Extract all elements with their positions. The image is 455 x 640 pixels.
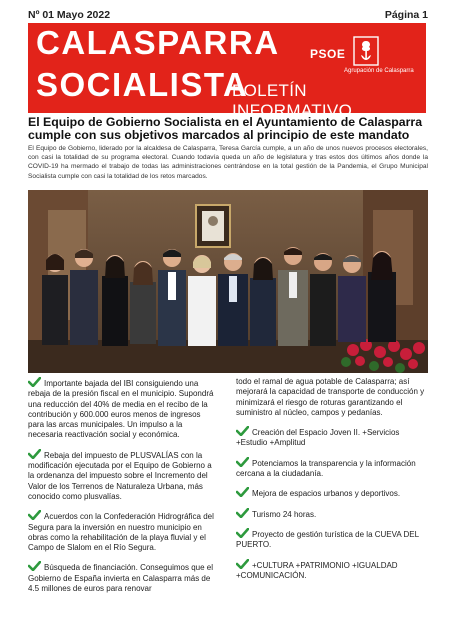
article-intro: El Equipo de Gobierno, liderado por la alcaldesa de Calasparra, Teresa García cumple, a un año de unos nuevos procesos electorales, con casi la totalidad de su programa electoral. Cuando todavía queda un año de legislatura y tras estos dos últimos años donde la COVID-19 ha mermado el trabajo de todas las administraciones centrándose en la total gestión de la Pandemia, el Grupo Municipal Socialista cumple con casi la totalidad de los retos marcados. (28, 145, 428, 180)
check-icon (28, 510, 41, 520)
achievement-item (236, 508, 426, 520)
achievement-item (236, 559, 426, 582)
achievement-item (28, 561, 218, 594)
achievement-text: Acuerdos con la Confederación Hidrográfica del Segura para la inversión en nuestro municipio en obras como la rehabilitación de la playa fluvial y el Campo de Slalom en el Río Segura. (28, 512, 214, 553)
group-photo (28, 190, 428, 373)
achievement-item (28, 449, 218, 502)
achievement-item (236, 457, 426, 480)
issue-date: Nº 01 Mayo 2022 (28, 9, 111, 21)
achievement-text: Proyecto de gestión turística de la CUEVA DEL PUERTO. (236, 529, 419, 550)
check-icon (236, 487, 249, 497)
check-icon (28, 449, 41, 459)
achievement-text: Búsqueda de financiación. Conseguimos que el Gobierno de España invierta en Calasparra más de 4.5 millones de euros para renovar (28, 563, 214, 594)
achievement-text: Importante bajada del IBI consiguiendo una rebaja de la presión fiscal en el municipio. Supondrá una reducción del 40% de media en el recibo de la contribución y 600.000 euros menos de ingresos para las arcas municipales. Un impulso a la necesaria reactivación social y económica. (28, 379, 214, 440)
achievement-item (28, 377, 218, 441)
top-bar (0, 0, 455, 22)
check-icon (28, 377, 41, 387)
page-number: Página 1 (384, 9, 428, 21)
achievement-text: Rebaja del impuesto de PLUSVALÍAS con la modificación ejecutada por el Equipo de Gobierno a la ordenanza del impuesto sobre el Incremento del Valor de los Terrenos de Naturaleza Urbana, más conocido como plusvalías. (28, 450, 212, 501)
check-icon (236, 559, 249, 569)
achievements-left-column (28, 377, 218, 602)
achievement-item (28, 510, 218, 553)
achievement-item (236, 487, 426, 499)
achievement-item (236, 528, 426, 551)
check-icon (236, 508, 249, 518)
achievement-text: +CULTURA +PATRIMONIO +IGUALDAD +COMUNICACIÓN. (236, 560, 398, 580)
achievements-right-column (236, 377, 426, 589)
psoe-logo (306, 33, 416, 79)
continuation-text: todo el ramal de agua potable de Calasparra; así mejorará la capacidad de transporte de conducción y minimizará el riesgo de roturas garantizando el suministro al núcleo, campos y pedanías. (236, 377, 425, 417)
psoe-logo-text: PSOE (310, 47, 346, 61)
check-icon (28, 561, 41, 571)
group-photo-illustration (28, 190, 428, 373)
rose-fist-icon (353, 36, 379, 66)
masthead-subtitle: BOLETÍN INFORMATIVO (232, 81, 353, 120)
psoe-logo-caption: Agrupación de Calasparra (344, 68, 414, 74)
achievement-text: Mejora de espacios urbanos y deportivos. (252, 489, 401, 499)
check-icon (236, 457, 249, 467)
achievement-item (236, 426, 426, 449)
achievement-text: Potenciamos la transparencia y la información cercana a la ciudadanía. (236, 458, 416, 479)
masthead-banner (28, 23, 426, 120)
masthead-title-line2: SOCIALISTA (36, 66, 249, 103)
achievement-text: Creación del Espacio Joven II. +Servicios +Estudio +Amplitud (236, 428, 400, 448)
article-headline: El Equipo de Gobierno Socialista en el Ayuntamiento de Calasparra cumple con sus objetivos marcados al principio de este mandato (28, 115, 423, 142)
check-icon (236, 426, 249, 436)
check-icon (236, 528, 249, 538)
achievement-text: Turismo 24 horas. (252, 509, 317, 519)
masthead-title-line1: CALASPARRA (36, 24, 280, 61)
